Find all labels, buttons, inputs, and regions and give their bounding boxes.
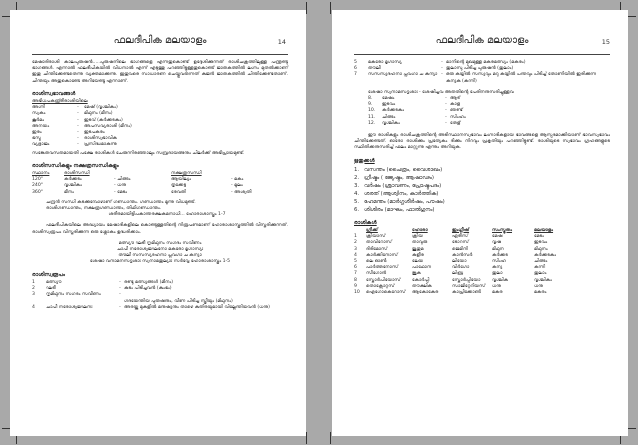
text-cell: 3 — [354, 246, 357, 252]
page-content — [354, 60, 610, 296]
text-cell: ലിയോ — [452, 259, 467, 265]
ritu-list — [354, 166, 610, 214]
text-cell: ചാപീ നരോശ്വജഘനഃ — [46, 304, 93, 310]
nakshatra-table — [32, 171, 288, 196]
svanama-list — [354, 96, 610, 127]
text-cell: - — [441, 66, 443, 72]
table-header: സംസ്കൃതം — [492, 228, 513, 234]
text-cell: മേഷ് (വൃശ്ചികം) — [84, 105, 118, 111]
list-item — [32, 305, 288, 311]
text-cell: - — [119, 292, 121, 298]
text-cell: ശരത് (ആശ്വിനം, കാർത്തിക) — [364, 190, 439, 197]
text-cell: 9 — [354, 283, 357, 289]
text-cell: കോർപ്പി — [412, 277, 430, 283]
table-cell: - ചിങ്ങം — [114, 177, 131, 183]
rasi-note: സങ്കേതവസതമായതി പക്ഷേ രാശികൾ ചേരുന്നിരഞ്ഞാലും സമ്പ്രദായങ്ങനും ചിലർക്ക് അഭിപ്രായമുണ്ട്. — [32, 150, 245, 156]
list-item — [354, 166, 610, 174]
text-cell: കന്യ — [492, 265, 503, 271]
crop-mark — [330, 432, 331, 444]
text-cell: വർഷം (ശ്രാവണം, പ്രോഷ്ഠപദം) — [364, 182, 442, 189]
text-cell: താവിറോസ് — [366, 240, 392, 246]
text-cell: ലിബ്ര — [452, 271, 464, 277]
text-cell: ചിങ്ങം — [382, 114, 396, 120]
page-number: 14 — [277, 38, 286, 46]
text-cell: 10 — [354, 290, 360, 296]
svarupa-list — [32, 280, 288, 311]
text-cell: സിംഹം — [450, 114, 466, 120]
text-cell: 2 — [32, 286, 35, 292]
rasi-names-table — [354, 228, 610, 296]
text-cell: ആട് — [450, 96, 461, 102]
text-cell: തുലാസു പിടിച്ച പുരുഷൻ (തുലാം) — [446, 66, 514, 72]
text-cell: മകര — [492, 290, 503, 296]
text-cell: ഏരീസ് — [452, 234, 469, 240]
text-cell: - — [77, 111, 79, 117]
text-cell: ജെമിനി — [452, 246, 468, 252]
text-cell: മിഥുനം (മീനം) — [84, 111, 113, 117]
text-cell: 7 — [354, 271, 357, 277]
section-title: രാശിസ്വഭാവങ്ങൾ — [32, 90, 76, 97]
text-cell: സ്കോർപ്പിയോ — [452, 277, 481, 283]
text-cell: ഹേമന്തം (മാർഗ്ഗശീർഷം, പൗഷം) — [364, 198, 445, 205]
text-cell: രണ്ടു മത്സ്യങ്ങൾ (മീനം) — [124, 279, 174, 285]
text-cell: 7 — [354, 72, 357, 78]
section-title: രാശിസന്ധികളും നക്ഷത്രസന്ധികളും — [32, 162, 119, 169]
table-cell: 240° — [32, 183, 44, 189]
text-cell: മിഥുനം — [534, 246, 548, 252]
text-cell: സ്കോർപിയോസ് — [366, 277, 401, 283]
verse-intro: ഫലദീപികയിലെ അദ്ധ്യായം മേഷാദികളിലെ കൊണ്ടുള്ളതിന്റെ നിരൂപണമാണ് ഹോരാശാസ്ത്രത്തിൽ വിസ്തരിക്കുന്നത്. രാശിസ്വരൂപം വിസ്തരിക്കുന്ന ഒരു ശ്ലോകം ഉദ്ധരിക്കാം. — [32, 223, 288, 235]
text-cell: - — [77, 130, 79, 136]
text-cell: ആകോകേര — [412, 290, 439, 296]
text-cell: വൃശ്ചികം — [382, 120, 400, 126]
text-cell: - — [445, 102, 447, 108]
text-cell: ശേഷാ വനാമനസദൃശാഃ സ്വനാമതുല്യാഃ സർവ്വേ ഹോരാശാസ്ത്രം 1-5 — [89, 259, 231, 265]
section-subtitle: അഭിധപകരൂ്രീരാശിയിലെ — [32, 99, 88, 105]
text-cell: സിംഹ — [492, 259, 506, 265]
table-cell: രേവതി — [171, 189, 186, 195]
text-cell: - — [77, 123, 79, 129]
text-cell: 6. — [354, 206, 360, 213]
text-cell: തുലാം — [534, 271, 547, 277]
text-cell: - — [119, 286, 121, 292]
text-cell: മത്സ്യൗ ഘടീ നൃമിഥുനം സഗദം സവീണം — [118, 240, 202, 246]
text-cell: കാള — [450, 102, 460, 108]
text-cell: - — [77, 105, 79, 111]
text-cell: ലെ ഓൺ — [366, 259, 387, 265]
table-cell: 360° — [32, 189, 44, 195]
text-cell: കുടം പിടിച്ചവൻ (കുംഭം) — [124, 286, 172, 292]
text-cell: - — [77, 117, 79, 123]
text-cell: മകരോ മൃഗാസ്യ — [368, 60, 402, 65]
table-cell: - മകം — [231, 177, 244, 183]
text-cell: മേഷം — [382, 96, 395, 102]
table-cell: - അശ്വതി — [231, 189, 252, 195]
text-cell: - — [119, 279, 121, 285]
text-cell: ഇടവ് (കർക്കടകം) — [84, 117, 123, 123]
text-cell: - — [77, 142, 79, 148]
text-cell: കർക്കട — [492, 252, 508, 258]
table-cell: വൃശ്ചികം — [64, 183, 82, 189]
text-cell: - — [445, 114, 447, 120]
intro-paragraph — [32, 60, 288, 85]
text-cell: സസസ്യദഹനാ പ്ലവഗാ ച കന്യാ — [368, 72, 438, 78]
text-cell: വൃഷ — [492, 240, 502, 246]
text-cell: ഗദയേന്തിയ പുരുഷനും, വീണ പിടിച്ച സ്ത്രീയും (മിഥുനം) — [124, 298, 233, 304]
text-cell: 6 — [354, 66, 357, 72]
table-cell: കർക്കടം — [64, 177, 82, 183]
text-cell: ജുതുമ — [412, 246, 424, 252]
verse-block — [32, 241, 288, 266]
text-cell: സാജിറ്റേറിയസ് — [452, 283, 486, 289]
text-cell: എന്ന് എടുത്തു പറഞ്ഞിട്ടുള്ളതുകൊണ്ട് ജാതകത്തിൽ ലഗ്നം മുതൽക്കാണ് ഇതു ചിന്തിക്കേണ്ടതെന്നു വ്യക്തമാക്കുന്നു. ഇതുവരെ സാധാരണ ചെയ്തുവരുന്നത് — [32, 66, 289, 78]
text-cell: തുലാ — [492, 271, 503, 277]
rasi-list — [32, 105, 288, 148]
text-cell: 4. — [354, 190, 360, 197]
text-cell: അപസവ്യരാശി (മീനം) — [84, 123, 132, 129]
body-paragraph: ഈ രാശികളും രാശിചക്രത്തിന്റെ അടിസ്ഥാനസ്വഭാവം ലഗ്നാദികളായ ഭാവങ്ങളെ ആസ്പദമാക്കിയാണ് ഭാവസ്വഭാവം ചിന്തിക്കേണ്ടത്. ഓരോ രാശിക്കും പ്രത്യേകം ദിക്കും നിറവും പ്രകൃതിയും പറഞ്ഞിട്ടുണ്ട്. രാശിയുടെ സ്വഭാവം ഗ്രഹങ്ങളുടെ സ്ഥിതിക്കനുസരിച്ച് ഫലം മാറ്റുന്നു എന്നും അറിയുക. — [354, 133, 610, 151]
page-number: 15 — [601, 38, 610, 46]
text-cell: 10. — [368, 108, 376, 114]
text-cell: - — [119, 304, 121, 310]
text-cell: ടോറസ് — [452, 240, 469, 246]
text-cell: - — [77, 136, 79, 142]
text-cell: 4 — [32, 304, 35, 310]
text-cell: ചിങ്ങം — [534, 259, 548, 265]
text-cell: കൂർമം — [32, 117, 45, 123]
text-cell: 5 — [354, 259, 357, 265]
text-cell: 4 — [354, 252, 357, 258]
text-cell: ധനു — [492, 283, 501, 289]
table-header: ഇംഗ്ലീഷ് — [452, 228, 470, 234]
text-cell: 11. — [368, 114, 376, 120]
page-header — [32, 32, 288, 55]
text-cell: രാശിഗണ്ഡാന്തം, നക്ഷത്രഗണ്ഡാന്തം, തിഥിഗണ്ഡാന്തം. — [46, 206, 162, 212]
text-cell: ലേയ — [412, 259, 424, 265]
text-cell: 8 — [354, 277, 357, 283]
text-cell: 9. — [368, 102, 373, 108]
svanama-note: ശേഷാ സ്വനാമസദൃശാഃ - ശേഷിച്ചവ അതതിന്റെ പേരിനനുസരിച്ചുള്ളവ — [368, 89, 514, 95]
table-cell: ആയില്യം — [171, 177, 192, 183]
section-title: രാശികൾ — [354, 219, 377, 226]
text-cell: വ്യഭ്രാജം — [32, 142, 50, 148]
table-cell: - ധനു — [114, 183, 127, 189]
text-cell: ഇരം — [32, 130, 42, 136]
text-cell: ഐഗോകെറോസ് — [366, 290, 406, 296]
page-header-title: ഫലദീപിക മലയാളം — [435, 35, 529, 46]
table-header: ഗ്രീക്ക് — [366, 228, 378, 234]
text-cell: ചന്ദ്രൻ സന്ധി കടക്കുമ്പോഴാണ് ഗണ്ഡാന്തം. ഗണ്ഡാന്തം മൂന്നു വിധമുണ്ട്. — [46, 199, 196, 205]
text-cell: ക്രിയ — [412, 234, 423, 240]
page-header-title: ഫലദീപിക മലയാളം — [113, 35, 207, 46]
text-cell: - — [445, 96, 447, 102]
text-cell: മേടം — [534, 234, 544, 240]
text-cell: ഇടവം — [382, 102, 396, 108]
text-cell: കാപ്രിക്കോൺ — [452, 290, 482, 296]
text-cell: തൗലീ — [368, 66, 381, 72]
text-cell: തേള് — [450, 120, 461, 126]
text-cell: 3. — [354, 182, 360, 189]
text-cell: തൊക്സോറ്റസ് — [366, 283, 395, 289]
text-cell: പാഥോന — [412, 265, 432, 271]
text-cell: തൗലീ സസസ്യദഹനാ പ്ലവഗാ ച കന്യാ — [118, 253, 202, 259]
text-cell: - — [445, 108, 447, 114]
table-cell: മീനം — [64, 189, 74, 195]
table-header: ഹോരാ — [412, 228, 428, 234]
table-header: സ്ഥാനം — [32, 171, 50, 177]
document-page-left — [10, 10, 306, 436]
text-cell: കാർക്കിനോസ് — [366, 252, 398, 258]
table-header: രാശിസന്ധി — [64, 171, 90, 177]
table-header: നക്ഷത്രസന്ധി — [171, 171, 202, 177]
text-cell: 5 — [354, 60, 357, 65]
text-cell: അനയം — [32, 123, 50, 129]
text-cell: കാൻസർ — [452, 252, 473, 258]
text-cell: രാശിസ്വഭാവിക — [84, 136, 117, 142]
page-header — [354, 32, 610, 55]
text-cell: അരയ്ക്കു മുകളിൽ മനുഷ്യനും താഴെ കുതിരയുമായി വില്ലേന്തിയവൻ (ധനു) — [124, 304, 270, 310]
text-cell: മാനിന്റെ മുഖമുള്ള മകരമത്സ്യം (മകരം) — [446, 60, 526, 65]
text-cell: ക്രിയാസ് — [366, 234, 386, 240]
text-cell: വിർഗോ — [452, 265, 470, 271]
table-cell: 120° — [32, 177, 44, 183]
text-cell: ശിശിരം (മാഘം, ഫാൽഗുനം) — [364, 206, 435, 213]
text-cell: സ്വകം — [32, 111, 46, 117]
text-cell: 2. — [354, 174, 360, 181]
text-cell: ഒരു കയ്യിൽ സസ്യവും മറു കയ്യിൽ പന്തവും പിടിച്ച് തോണിയിൽ ഇരിക്കുന്ന കന്യക (കന്നി) — [446, 72, 597, 84]
table-cell: - മേടം — [114, 189, 128, 195]
text-cell: 6 — [354, 265, 357, 271]
text-cell: ചാപീ നരോശ്വജഘനോ മകരോ മൃഗാസ്യഃ — [116, 247, 204, 253]
text-cell: പാർത്തനോസ് — [366, 265, 399, 271]
text-cell: നൃമിഥുനം സഗദം സവീണം — [46, 292, 101, 298]
text-cell: മേഷാദിരാശി കാലപുരുഷൻ.....പുരുഷനിലെ ഭാഗങ്ങളെ എന്നതുകൊണ്ട് ഉദ്ദേശിക്കുന്നത് രാശിചക്രത്തിലുള്ള പന്ത്രണ്ടു ഭാഗങ്ങൾ. എന്നാൽ ഫലദീപികയിൽ വിധനാൽ — [32, 60, 288, 72]
list-item — [354, 174, 610, 182]
text-cell: ഘടീ — [46, 286, 56, 292]
text-cell: കന്നി — [534, 265, 546, 271]
text-cell: മത്സ്യൗ — [46, 279, 62, 285]
crop-mark — [330, 2, 331, 14]
text-cell: - — [445, 120, 447, 126]
text-cell: തൗക്ഷിക — [412, 283, 432, 289]
text-cell: വൃശ്ചിക — [492, 277, 509, 283]
table-cell: തൃക്കേട്ട — [171, 183, 187, 189]
text-cell: ധനു — [534, 283, 543, 289]
text-cell: സീഗോൻ — [366, 271, 387, 277]
text-cell: ഇടപകരം — [84, 130, 105, 136]
text-cell: - — [441, 72, 443, 78]
section-title: ഋതുക്കൾ — [354, 157, 375, 164]
text-cell: മിഥുന — [492, 246, 504, 252]
text-cell: 5. — [354, 198, 360, 205]
text-cell: ഇടവം — [534, 240, 548, 246]
list-item — [368, 121, 610, 127]
svarupa-list-continued — [354, 60, 610, 85]
text-cell: 12. — [368, 120, 376, 126]
list-item — [354, 72, 610, 84]
page-content — [32, 60, 288, 311]
text-cell: ഭസ്മ — [32, 136, 41, 142]
list-item — [354, 182, 610, 190]
list-item — [354, 190, 610, 198]
crop-mark — [306, 2, 307, 14]
crop-mark — [306, 432, 307, 444]
text-cell: - — [441, 60, 443, 65]
table-header: മലയാളം — [534, 228, 554, 234]
list-item — [354, 206, 610, 214]
text-cell: വസന്തം (ചൈത്രം, വൈശാഖം) — [364, 166, 443, 173]
text-cell: 3 — [32, 292, 35, 298]
text-cell: 2 — [354, 240, 357, 246]
text-cell: കുളീര — [412, 252, 424, 258]
text-cell: 1 — [354, 234, 357, 240]
text-cell: താവുരു — [412, 240, 428, 246]
text-cell: കർക്കടകം — [382, 108, 405, 114]
text-cell: ശരീരമായിട്ടിപകാന്തരക്ഷകമനാധി... ഹോരാശാസ്ത്രം 1-7 — [108, 212, 226, 218]
text-cell: ജൂക — [412, 271, 421, 277]
text-cell: വൃശ്ചികം — [534, 277, 552, 283]
text-cell: 1. — [354, 166, 360, 173]
text-cell: മകരം — [534, 290, 547, 296]
nakshatra-note — [32, 200, 288, 219]
list-item — [32, 142, 288, 148]
text-cell: പ്രസിദ്ധമാകുന്നു — [84, 142, 117, 148]
list-item — [354, 198, 610, 206]
text-cell: ഗ്രീഷ്മം ( ജ്യേഷ്ഠം, ആഷാഢം) — [364, 174, 434, 181]
text-cell: 8. — [368, 96, 373, 102]
text-cell: മേഷ — [492, 234, 503, 240]
text-cell: ദിദിമോസ് — [366, 246, 388, 252]
text-cell: 1 — [32, 279, 35, 285]
text-cell: കർക്കടകം — [534, 252, 557, 258]
section-title: രാശിസ്വരൂപം — [32, 271, 65, 278]
text-cell: അഗ്നി — [32, 105, 45, 111]
table-cell: - മൂലം — [231, 183, 243, 189]
text-cell: കുജൻ ജാതകത്തിൽ ചിന്തിക്കേണ്ടതാണ്. ചിന്തയും അതുകൊണ്ടേ അറിയേണ്ടൂ എന്നാണ്. — [32, 72, 289, 84]
text-cell: ഞണ്ട് — [450, 108, 463, 114]
document-page-right — [332, 10, 628, 436]
